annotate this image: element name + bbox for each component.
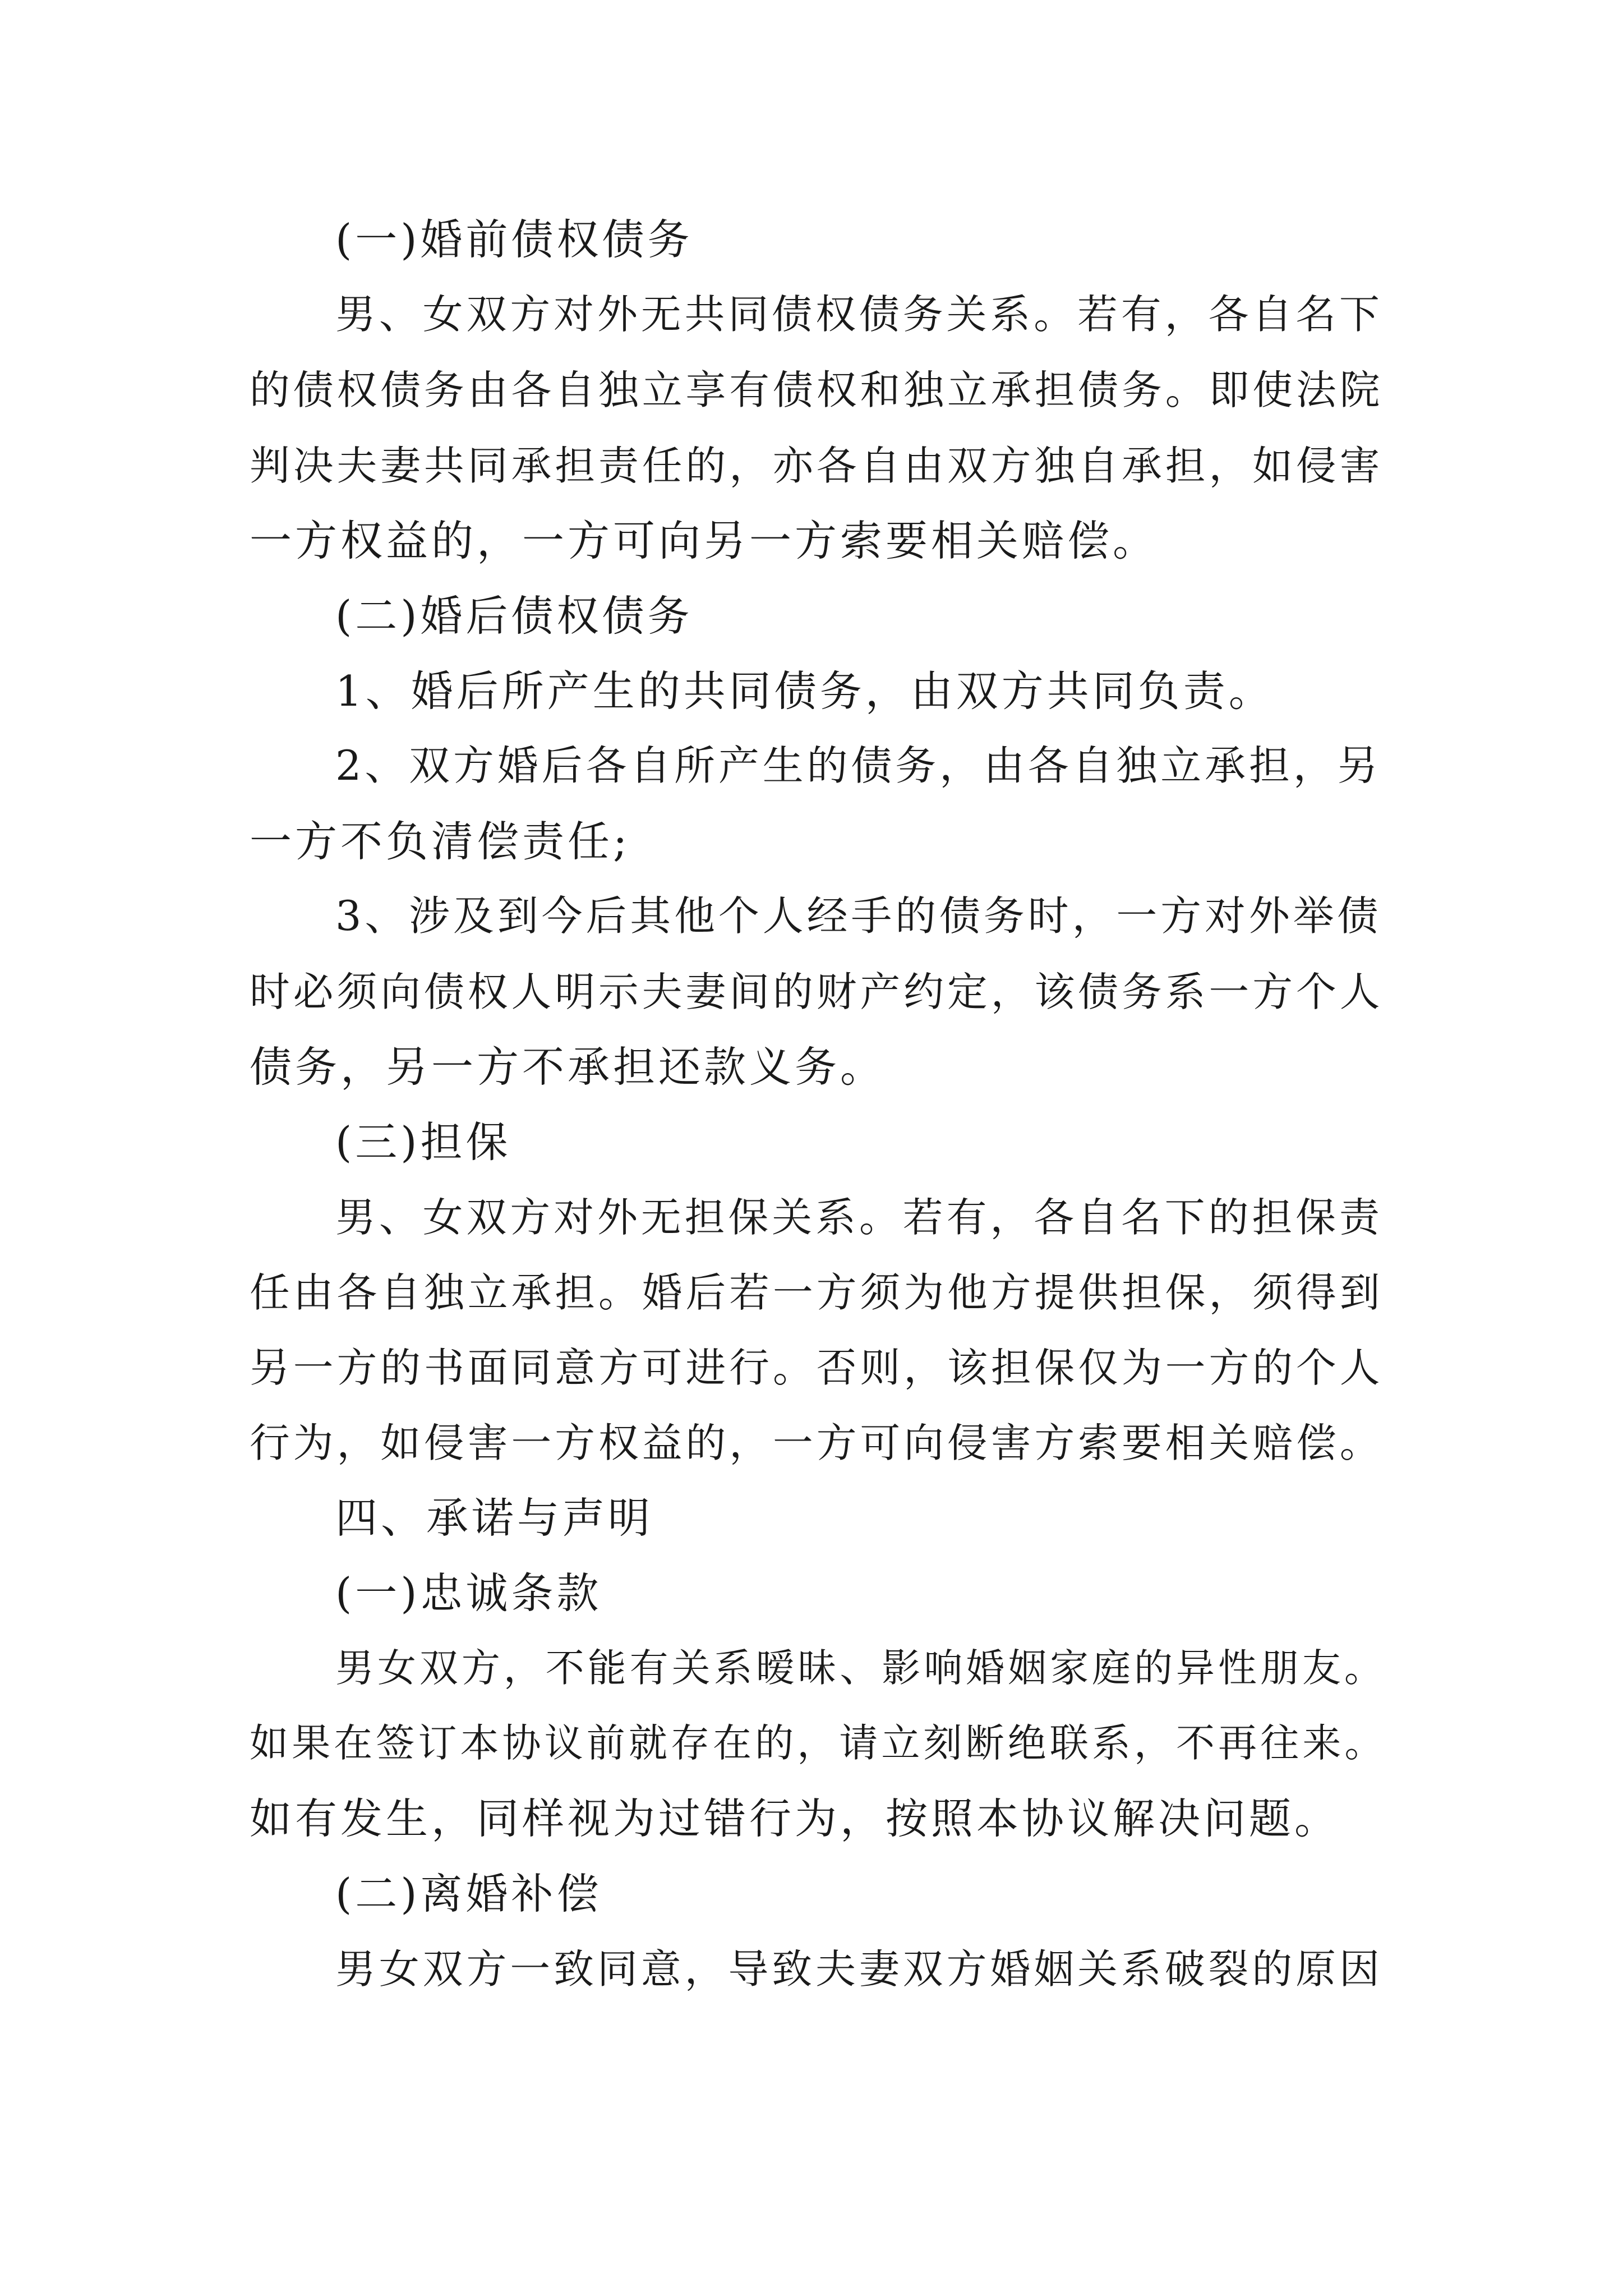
paragraph-line: 男女双方，不能有关系暧昧、影响婚姻家庭的异性朋友。 [335,1646,1386,1691]
section-heading-premarital-debts: (一)婚前债权债务 [335,215,693,264]
section-heading-loyalty-clause: (一)忠诚条款 [335,1568,602,1618]
paragraph-line: 一方不负清偿责任; [250,817,631,866]
paragraph-line: 如有发生，同样视为过错行为，按照本协议解决问题。 [250,1794,1340,1843]
paragraph-line: 3、涉及到今后其他个人经手的债务时，一方对外举债 [335,892,1382,940]
paragraph-line: 2、双方婚后各自所产生的债务，由各自独立承担，另 [335,742,1382,790]
section-heading-divorce-compensation: (二)离婚补偿 [335,1869,602,1918]
paragraph-line: 行为，如侵害一方权益的，一方可向侵害方索要相关赔偿。 [250,1419,1384,1466]
section-heading-guarantee: (三)担保 [335,1117,511,1167]
paragraph-line: 如果在签订本协议前就存在的，请立刻断绝联系，不再往来。 [250,1721,1387,1766]
paragraph-line: 男女双方一致同意，导致夫妻双方婚姻关系破裂的原因 [335,1945,1383,1993]
paragraph-line: 时必须向债权人明示夫妻间的财产约定，该债务系一方个人 [250,968,1384,1015]
paragraph-line: 债务，另一方不承担还款义务。 [250,1042,886,1092]
paragraph-line: 任由各自独立承担。婚后若一方须为他方提供担保，须得到 [250,1269,1384,1316]
section-heading-postmarital-debts: (二)婚后债权债务 [335,591,693,641]
section-heading-commitments: 四、承诺与声明 [335,1493,654,1543]
paragraph-line: 1、婚后所产生的共同债务，由双方共同负责。 [335,666,1274,716]
paragraph-line: 男、女双方对外无担保关系。若有，各自名下的担保责 [335,1194,1383,1241]
paragraph-line: 另一方的书面同意方可进行。否则，该担保仅为一方的个人 [250,1344,1384,1391]
paragraph-line: 判决夫妻共同承担责任的，亦各自由双方独自承担，如侵害 [250,442,1384,489]
paragraph-line: 的债权债务由各自独立享有债权和独立承担债务。即使法院 [250,366,1384,413]
paragraph-line: 男、女双方对外无共同债权债务关系。若有，各自名下 [335,291,1383,338]
paragraph-line: 一方权益的，一方可向另一方索要相关赔偿。 [250,516,1159,565]
